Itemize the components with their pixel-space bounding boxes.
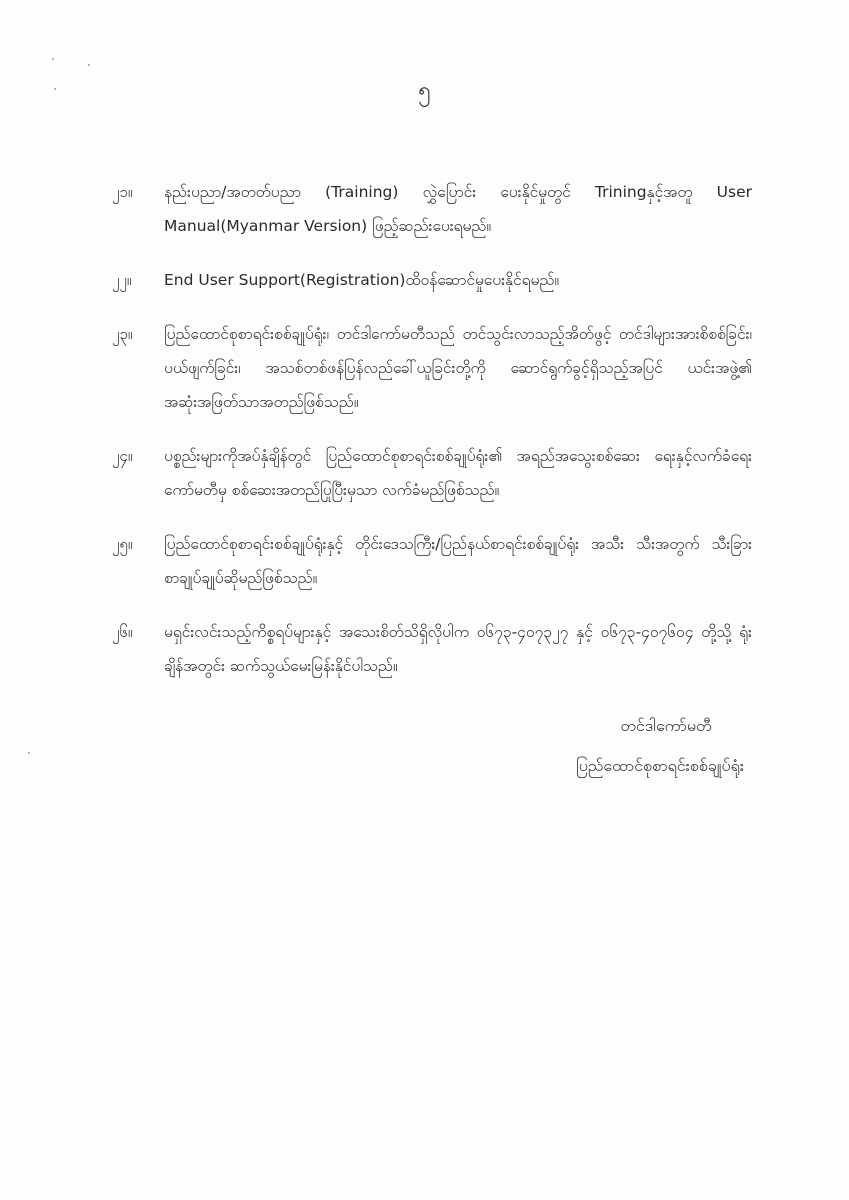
clause-item	[112, 317, 752, 419]
clause-item	[112, 175, 752, 243]
signature-title: တင်ဒါကော်မတီ	[620, 716, 712, 735]
clause-list	[112, 175, 752, 703]
clause-text: ပြည်ထောင်စုစာရင်းစစ်ချုပ်ရုံးနှင့် တိုင်းဒေသကြီး/ပြည်နယ်စာရင်းစစ်ချုပ်ရုံး အသီး သီးအတွက် သီးခြားစာချုပ်ချုပ်ဆိုမည်ဖြစ်သည်။	[164, 535, 752, 587]
clause-item	[112, 527, 752, 595]
page-number: ၅	[418, 78, 431, 103]
clause-text: End User Support(Registration)ထိဝန်ဆောင်မှုပေးနိုင်ရမည်။	[164, 271, 560, 289]
clause-number: ၂၃။	[112, 325, 133, 343]
clause-item	[112, 439, 752, 507]
clause-number: ၂၁။	[112, 183, 133, 201]
scan-speck	[28, 752, 30, 754]
clause-text: ပြည်ထောင်စုစာရင်းစစ်ချုပ်ရုံး၊ တင်ဒါကော်မတီသည် တင်သွင်းလာသည့်အိတ်ဖွင့် တင်ဒါများအားစိစစ်ခြင်း၊ ပယ်ဖျက်ခြင်း၊ အသစ်တစ်ဖန်ပြန်လည်ခေါ်ယူခြင်းတို့ကို ဆောင်ရွက်ခွင့်ရှိသည့်အပြင် ယင်းအဖွဲ့၏ အဆုံးအဖြတ်သာအတည်ဖြစ်သည်။	[164, 325, 752, 411]
clause-item	[112, 615, 752, 683]
clause-item	[112, 263, 752, 297]
clause-number: ၂၂။	[112, 271, 132, 289]
clause-number: ၂၆။	[112, 623, 133, 641]
clause-number: ၂၅။	[112, 535, 133, 553]
clause-number: ၂၄။	[112, 447, 133, 465]
signature-organization: ပြည်ထောင်စုစာရင်းစစ်ချုပ်ရုံး	[576, 756, 744, 775]
signature-block	[520, 706, 800, 786]
clause-text: နည်းပညာ/အတတ်ပညာ (Training) လွှဲပြောင်း ပေးနိုင်မှုတွင် Triningနှင့်အတူ User Manual(Myanmar Version) ဖြည့်ဆည်းပေးရမည်။	[164, 183, 752, 235]
clause-text: မရှင်းလင်းသည့်ကိစ္စရပ်များနှင့် အသေးစိတ်သိရှိလိုပါက ၀၆၇၃-၄၀၇၃၂၇ နှင့် ၀၆၇၃-၄၀၇၆၀၄ တို့သို့ ရုံးချိန်အတွင်း ဆက်သွယ်မေးမြန်းနိုင်ပါသည်။	[164, 623, 752, 675]
scan-speck	[88, 64, 90, 66]
scan-speck	[52, 58, 54, 60]
clause-text: ပစ္စည်းများကိုအပ်နှံချိန်တွင် ပြည်ထောင်စုစာရင်းစစ်ချုပ်ရုံး၏ အရည်အသွေးစစ်ဆေး ရေးနှင့်လက်ခံရေးကော်မတီမှ စစ်ဆေးအတည်ပြုပြီးမှသာ လက်ခံမည်ဖြစ်သည်။	[164, 447, 752, 499]
